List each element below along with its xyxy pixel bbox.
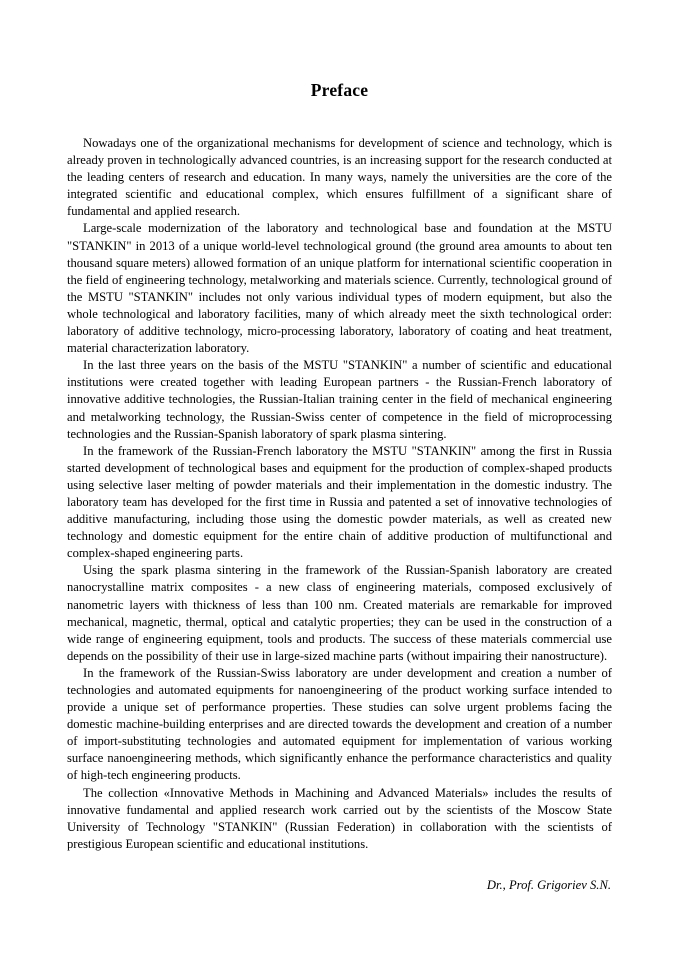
paragraph: In the last three years on the basis of the MSTU "STANKIN" a number of scientific and educational institutions were created together with leading European partners - the Russian-French laboratory of innovative additive technologies, the Russian-Italian training center in the field of mechanical engineering and metalworking technology, the Russian-Swiss center of competence in the field of microprocessing technologies and the Russian-Spanish laboratory of spark plasma sintering. — [67, 358, 612, 441]
paragraph: Large-scale modernization of the laboratory and technological base and foundation at the MSTU "STANKIN" in 2013 of a unique world-level technological ground (the ground area amounts to about ten thousand square meters) allowed formation of an unique platform for international scientific cooperation in the field of engineering technology, metalworking and materials science. Currently, technological ground of the MSTU "STANKIN" includes not only various individual types of modern equipment, but also the whole technological and laboratory facilities, many of which already meet the sixth technological order: laboratory of additive technology, micro-processing laboratory, laboratory of coating and heat treatment, material characterization laboratory. — [67, 221, 612, 356]
paragraph: In the framework of the Russian-French laboratory the MSTU "STANKIN" among the first in Russia started development of technological bases and equipment for the production of complex-shaped products using selective laser melting of powder materials and their implementation in the domestic industry. The laboratory team has developed for the first time in Russia and patented a set of innovative technologies of additive manufacturing, including those using the domestic powder materials, as well as created new technology and domestic equipment for the entire chain of additive production of multifunctional and complex-shaped engineering parts. — [67, 443, 612, 561]
document-content — [67, 0, 612, 894]
paragraph: In the framework of the Russian-Swiss laboratory are under development and creation a number of technologies and automated equipments for nanoengineering of the product working surface intended to provide a unique set of performance properties. These studies can solve urgent problems facing the domestic machine-building enterprises and are directed towards the development and creation of a number of import-substituting technologies and automated equipment for implementation of various working surface nanoengineering methods, which significantly enhance the performance characteristics and quality of high-tech engineering products. — [67, 665, 612, 783]
paragraph: The collection «Innovative Methods in Machining and Advanced Materials» includes the results of innovative fundamental and applied research work carried out by the scientists of the Moscow State University of Technology "STANKIN" (Russian Federation) in collaboration with the scientists of prestigious European scientific and educational institutions. — [67, 785, 612, 851]
author-signature: Dr., Prof. Grigoriev S.N. — [486, 877, 611, 892]
document-body — [67, 135, 612, 853]
paragraph: Nowadays one of the organizational mechanisms for development of science and technology, which is already proven in technologically advanced countries, is an increasing support for the research conducted at the leading centers of research and education. In many ways, namely the universities are the core of the integrated scientific and educational complex, which ensures fulfillment of a significant share of fundamental and applied research. — [67, 136, 612, 219]
page-title: Preface — [310, 80, 369, 100]
paragraph: Using the spark plasma sintering in the framework of the Russian-Spanish laboratory are created nanocrystalline matrix composites - a new class of engineering materials, composed exclusively of nanometric layers with thickness of less than 100 nm. Created materials are remarkable for improved mechanical, magnetic, thermal, optical and catalytic properties; they can be used in the construction of a wide range of engineering equipment, tools and products. The success of these materials commercial use depends on the possibility of their use in large-sized machine parts (without impairing their nanostructure). — [67, 563, 612, 663]
